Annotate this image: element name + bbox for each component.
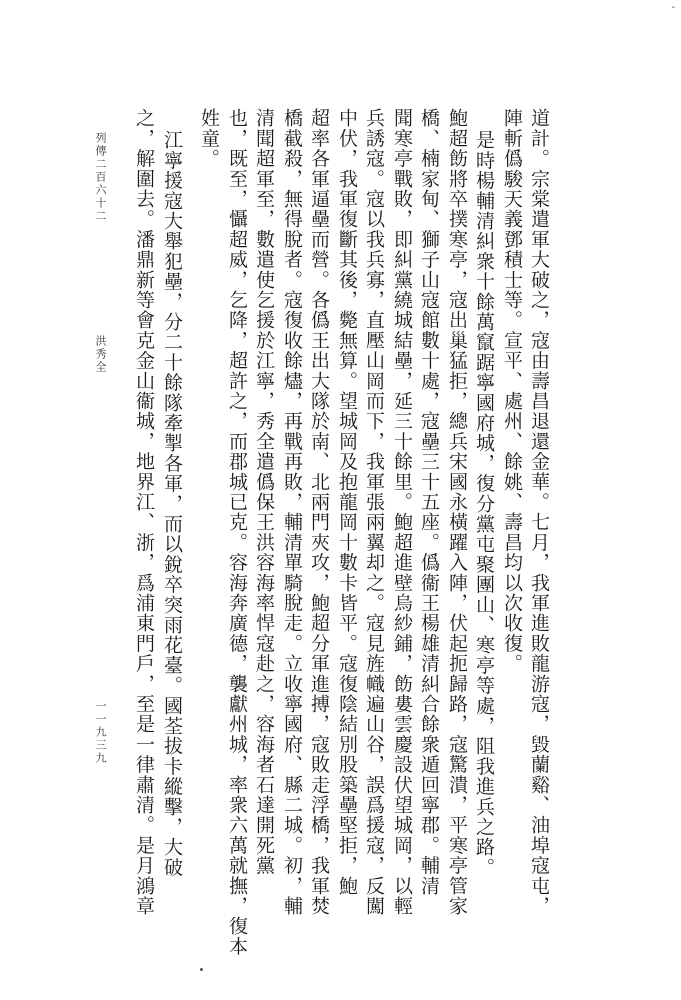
page-number: 一一九三九 xyxy=(94,700,107,765)
text-column-7: 兵誘寇。寇以我兵寡，直壓山岡而下，我軍張兩翼却之。寇見旌幟遍山谷，誤爲援寇，反闖 xyxy=(363,108,385,916)
text-column-13: 姓童。 xyxy=(198,108,220,169)
chapter-name: 洪秀全 xyxy=(94,335,107,374)
text-column-4: 鮑超飭將卒撲寒亭，寇出巢猛拒，總兵宋國永橫躍入陣，伏起扼歸路，寇驚潰，平寒亭管家 xyxy=(446,108,468,916)
text-column-9: 超率各軍逼壘而營。各僞王出大隊於南、北兩門夾攻，鮑超分軍進搏，寇敗走浮橋，我軍焚 xyxy=(308,108,330,916)
running-title: 列傳二百六十二 xyxy=(94,132,107,223)
text-column-10: 橋截殺，無得脫者。寇復收餘燼，再戰再敗，輔清單騎脫走。立收寧國府、縣二城。初，輔 xyxy=(281,108,303,916)
text-column-11: 清聞超軍至，數遣使乞援於江寧，秀全遣僞保王洪容海率悍寇赴之，容海者石達開死黨 xyxy=(253,108,275,876)
text-column-14: 江寧援寇大舉犯壘，分二十餘隊牽掣各軍，而以銳卒突雨花臺。國荃拔卡縱擊，大破 xyxy=(161,130,183,878)
text-column-1: 道計。宗棠遣軍大破之，寇由壽昌退還金華。七月，我軍進敗龍游寇，毀蘭谿、油埠寇屯， xyxy=(528,108,550,916)
text-column-2: 陣斬僞駿天義鄧積士等。宣平、處州、餘姚、壽昌均以次收復。 xyxy=(501,108,523,674)
corner-mark: - xyxy=(671,2,675,13)
text-column-15: 之，解圍去。潘鼎新等會克金山衞城，地界江、浙，爲浦東門戶，至是一律肅清。是月鴻章 xyxy=(133,108,155,916)
text-column-12: 也，既至，懾超威，乞降，超許之，而郡城已克。容海奔廣德，襲獻州城，率衆六萬就撫，復本 xyxy=(226,108,248,957)
text-column-8: 中伏，我軍復斷其後，斃無算。望城岡及抱龍岡十數卡皆平。寇復陰結別股築壘堅拒，鮑 xyxy=(336,108,358,896)
text-column-6: 聞寒亭戰敗，即糾黨繞城結壘，延三十餘里。鮑超進壁烏紗鋪，飭婁雲慶設伏望城岡，以輕 xyxy=(391,108,413,916)
stray-mark xyxy=(200,968,203,971)
text-column-3: 是時楊輔清糾衆十餘萬竄踞寧國府城，復分黨屯聚團山、寒亭等處，阻我進兵之路。 xyxy=(473,130,495,878)
text-column-5: 橋、楠家甸、獅子山寇館數十處，寇壘三十五座。僞衞王楊雄清糾合餘衆遁回寧郡。輔清 xyxy=(418,108,440,896)
